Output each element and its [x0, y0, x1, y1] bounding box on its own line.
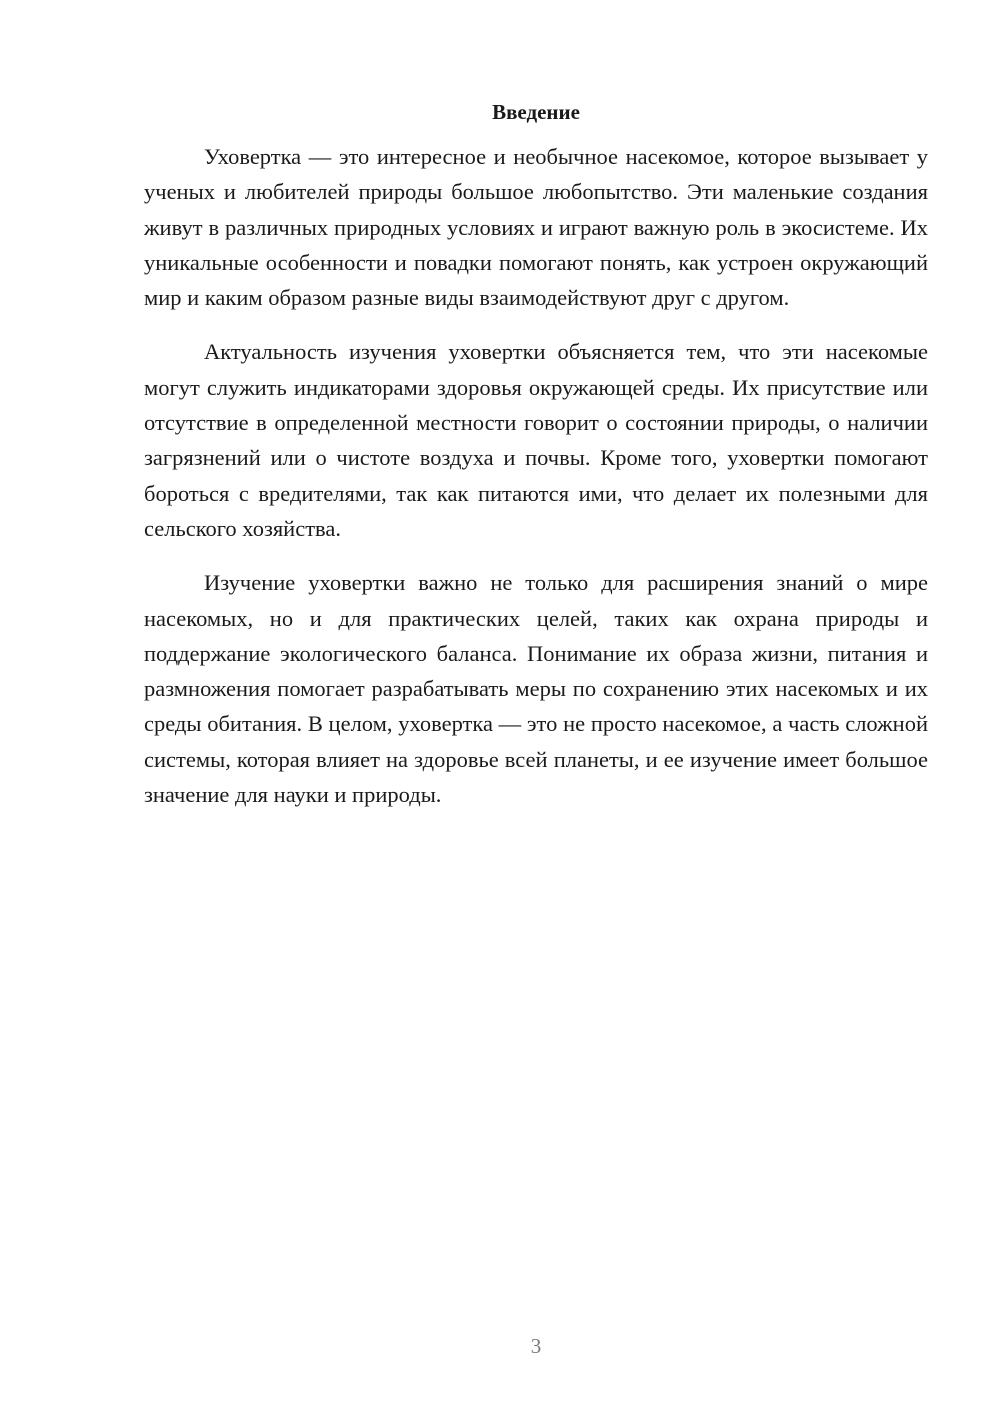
paragraph-1: Уховертка — это интересное и необычное насекомое, которое вызывает у ученых и любителей природы большое любопытство. Эти маленькие создания живут в различных природных условиях и играют важную роль в экосистеме. Их уникальные особенности и повадки помогают понять, как устроен окружающий мир и каким образом разные виды взаимодействуют друг с другом.: [144, 144, 928, 311]
page-number: 3: [530, 1334, 542, 1358]
paragraph-3: Изучение уховертки важно не только для расширения знаний о мире насекомых, но и для практических целей, таких как охрана природы и поддержание экологического баланса. Понимание их образа жизни, питания и размножения помогает разрабатывать меры по сохранению этих насекомых и их среды обитания. В целом, уховертка — это не просто насекомое, а часть сложной системы, которая влияет на здоровье всей планеты, и ее изучение имеет большое значение для науки и природы.: [144, 570, 928, 808]
section-heading: Введение: [492, 100, 580, 124]
paragraph-2: Актуальность изучения уховертки объясняется тем, что эти насекомые могут служить индикаторами здоровья окружающей среды. Их присутствие или отсутствие в определенной местности говорит о состоянии природы, о наличии загрязнений или о чистоте воздуха и почвы. Кроме того, уховертки помогают бороться с вредителями, так как питаются ими, что делает их полезными для сельского хозяйства.: [144, 339, 928, 541]
page-content: [144, 96, 928, 812]
